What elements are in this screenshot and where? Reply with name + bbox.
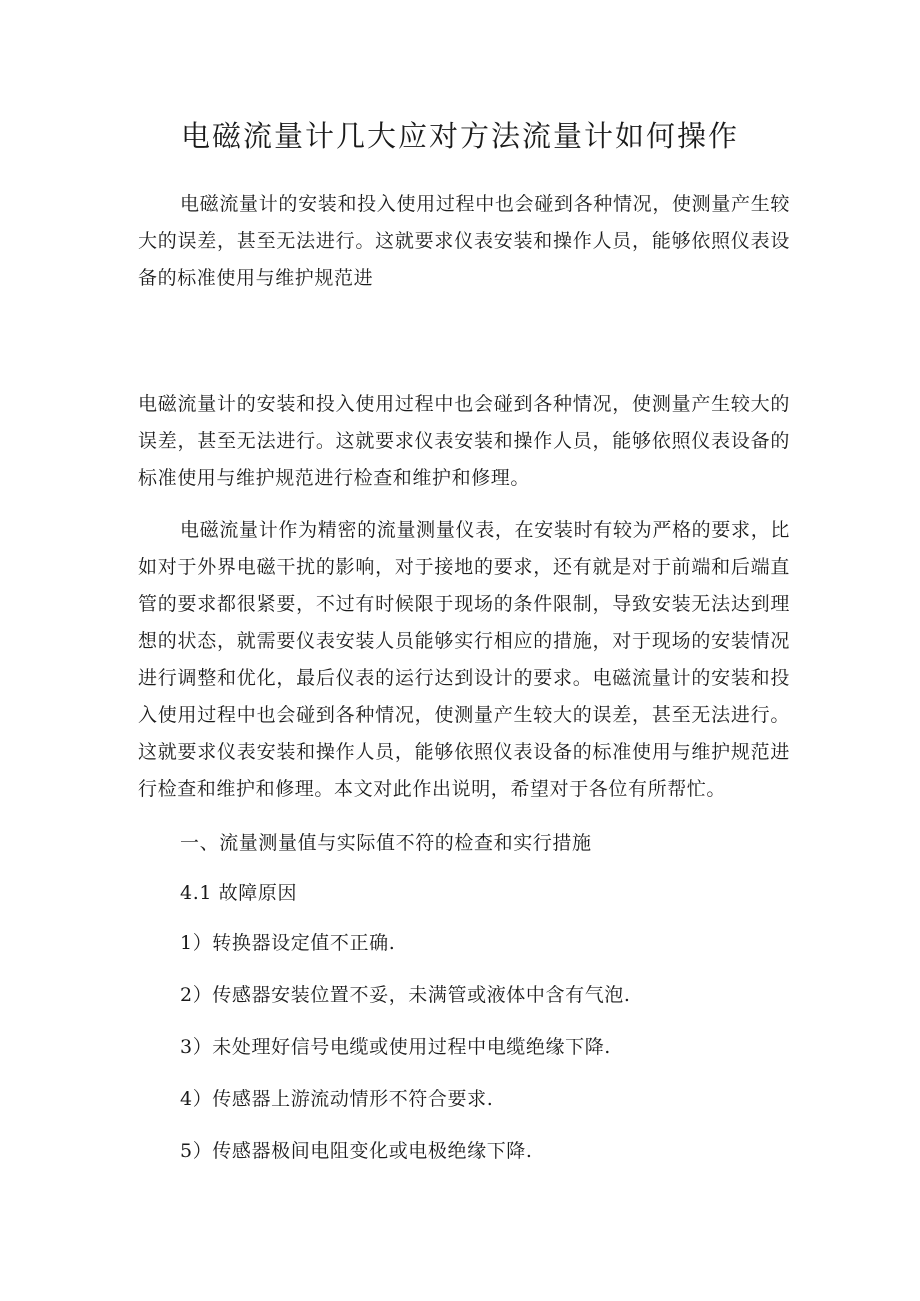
cause-item-2: 2）传感器安装位置不妥，未满管或液体中含有气泡.: [180, 984, 631, 1006]
document-title: 电磁流量计几大应对方法流量计如何操作: [180, 119, 739, 153]
body-paragraph-1: 电磁流量计的安装和投入使用过程中也会碰到各种情况，使测量产生较大的误差，甚至无法进行。这就要求仪表安装和操作人员，能够依照仪表设备的标准使用与维护规范进行检查和维护和修理。: [138, 393, 790, 489]
cause-item-3: 3）未处理好信号电缆或使用过程中电缆绝缘下降.: [180, 1036, 611, 1058]
cause-item-1: 1）转换器设定值不正确.: [180, 932, 396, 954]
cause-item-5: 5）传感器极间电阻变化或电极绝缘下降.: [180, 1140, 533, 1162]
summary-paragraph: 电磁流量计的安装和投入使用过程中也会碰到各种情况，使测量产生较大的误差，甚至无法进行。这就要求仪表安装和操作人员，能够依照仪表设备的标准使用与维护规范进: [138, 193, 790, 289]
section-heading: 一、流量测量值与实际值不符的检查和实行措施: [180, 832, 592, 854]
body-paragraph-2: 电磁流量计作为精密的流量测量仪表，在安装时有较为严格的要求，比如对于外界电磁干扰的影响，对于接地的要求，还有就是对于前端和后端直管的要求都很紧要，不过有时候限于现场的条件限制，导致安装无法达到理想的状态，就需要仪表安装人员能够实行相应的措施，对于现场的安装情况进行调整和优化，最后仪表的运行达到设计的要求。电磁流量计的安装和投入使用过程中也会碰到各种情况，使测量产生较大的误差，甚至无法进行。这就要求仪表安装和操作人员，能够依照仪表设备的标准使用与维护规范进行检查和维护和修理。本文对此作出说明，希望对于各位有所帮忙。: [138, 519, 790, 800]
subsection-heading: 4.1 故障原因: [180, 882, 298, 904]
cause-item-4: 4）传感器上游流动情形不符合要求.: [180, 1088, 494, 1110]
